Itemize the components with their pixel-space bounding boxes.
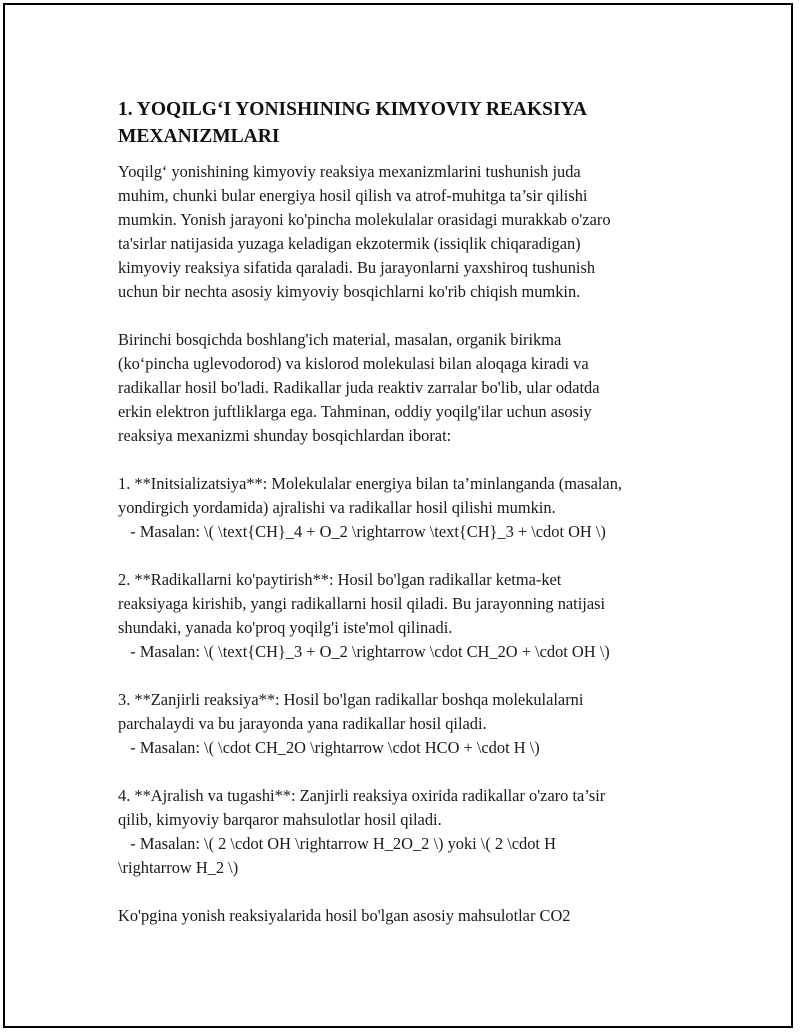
- example-line: - Masalan: \( \cdot CH_2O \rightarrow \cdot HCO + \cdot H \): [118, 738, 540, 757]
- text-line: shundaki, yanada ko'proq yoqilg'i iste'mol qilinadi.: [118, 618, 453, 637]
- text-line: reaksiyaga kirishib, yangi radikallarni hosil qiladi. Bu jarayonning natijasi: [118, 594, 606, 613]
- example-line: - Masalan: \( \text{CH}_3 + O_2 \rightarrow \cdot CH_2O + \cdot OH \): [118, 642, 610, 661]
- text-line: 3. **Zanjirli reaksiya**: Hosil bo'lgan radikallar boshqa molekulalarni: [118, 690, 584, 709]
- example-line: - Masalan: \( 2 \cdot OH \rightarrow H_2O_2 \) yoki \( 2 \cdot H: [118, 834, 556, 853]
- text-line: Birinchi bosqichda boshlang'ich material, masalan, organik birikma: [118, 330, 562, 349]
- example-line: \rightarrow H_2 \): [118, 858, 239, 877]
- text-line: yondirgich yordamida) ajralishi va radikallar hosil qilishi mumkin.: [118, 498, 556, 517]
- document-body: [118, 96, 698, 952]
- text-line: ta'sirlar natijasida yuzaga keladigan ekzotermik (issiqlik chiqaradigan): [118, 234, 581, 253]
- text-line: erkin elektron juftliklarga ega. Tahminan, oddiy yoqilg'ilar uchun asosiy: [118, 402, 592, 421]
- heading-line: MEXANIZMLARI: [118, 126, 280, 147]
- text-line: 1. **Initsializatsiya**: Molekulalar energiya bilan ta’minlanganda (masalan,: [118, 474, 623, 493]
- first-stage-paragraph: [118, 328, 698, 448]
- text-line: uchun bir nechta asosiy kimyoviy bosqichlarni ko'rib chiqish mumkin.: [118, 282, 581, 301]
- step-propagation: [118, 568, 698, 664]
- text-line: kimyoviy reaksiya sifatida qaraladi. Bu jarayonlarni yaxshiroq tushunish: [118, 258, 596, 277]
- text-line: radikallar hosil bo'ladi. Radikallar juda reaktiv zarralar bo'lib, ular odatda: [118, 378, 600, 397]
- intro-paragraph: [118, 160, 698, 304]
- text-line: reaksiya mexanizmi shunday bosqichlardan iborat:: [118, 426, 452, 445]
- step-chain-reaction: [118, 688, 698, 760]
- text-line: Ko'pgina yonish reaksiyalarida hosil bo'lgan asosiy mahsulotlar CO2: [118, 906, 571, 925]
- text-line: 2. **Radikallarni ko'paytirish**: Hosil bo'lgan radikallar ketma-ket: [118, 570, 562, 589]
- text-line: Yoqilg‘ yonishining kimyoviy reaksiya mexanizmlarini tushunish juda: [118, 162, 581, 181]
- closing-paragraph: [118, 904, 698, 928]
- step-initialization: [118, 472, 698, 544]
- example-line: - Masalan: \( \text{CH}_4 + O_2 \rightarrow \text{CH}_3 + \cdot OH \): [118, 522, 606, 541]
- section-heading: [118, 96, 698, 150]
- text-line: (ko‘pincha uglevodorod) va kislorod molekulasi bilan aloqaga kiradi va: [118, 354, 589, 373]
- text-line: qilib, kimyoviy barqaror mahsulotlar hosil qiladi.: [118, 810, 442, 829]
- text-line: mumkin. Yonish jarayoni ko'pincha molekulalar orasidagi murakkab o'zaro: [118, 210, 611, 229]
- text-line: muhim, chunki bular energiya hosil qilish va atrof-muhitga ta’sir qilishi: [118, 186, 588, 205]
- step-termination: [118, 784, 698, 880]
- text-line: parchalaydi va bu jarayonda yana radikallar hosil qiladi.: [118, 714, 487, 733]
- heading-line: 1. YOQILG‘I YONISHINING KIMYOVIY REAKSIYA: [118, 99, 587, 120]
- text-line: 4. **Ajralish va tugashi**: Zanjirli reaksiya oxirida radikallar o'zaro ta’sir: [118, 786, 606, 805]
